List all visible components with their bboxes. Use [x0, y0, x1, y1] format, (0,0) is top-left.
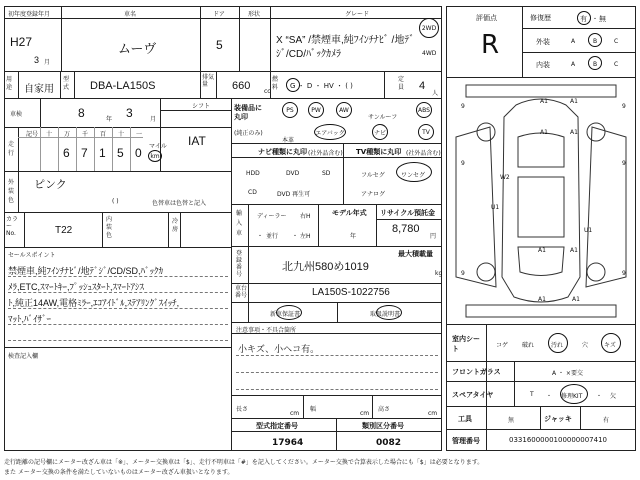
divider [58, 127, 59, 172]
car-diagram [446, 77, 636, 325]
recycle-unit: 円 [430, 233, 437, 240]
bracket-9-tl: 9 [461, 103, 465, 110]
height-label: 高さ [378, 406, 391, 413]
usage: 自家用 [24, 84, 54, 95]
eval-label: 評価点 [476, 14, 497, 22]
grade-text: X “SA” /禁煙車,純ﾌｲﾝﾁﾅﾋﾞ /地ﾃﾞｼﾞ/CD/ﾊﾞｯｸｶﾒﾗ [276, 35, 415, 60]
divider [60, 71, 61, 99]
divider [318, 204, 319, 247]
repair-no: 無 [599, 15, 606, 23]
diagram-label-a1-low-left: A1 [538, 247, 546, 254]
divider [344, 157, 441, 158]
tv-oneseg: ワンセグ [401, 172, 426, 179]
diagram-label-u1-right: U1 [584, 227, 593, 234]
interior-grade-c: C [614, 61, 619, 68]
displacement: 660 [232, 80, 251, 92]
reg-label: 登録番号 [236, 250, 243, 278]
spare-label: スペアタイヤ [452, 391, 494, 399]
sales-line-4: ﾏｯﾄ,ﾊﾞｲｻﾞｰ [8, 314, 52, 324]
footer-line-2: また メーター交換の条件を満たしていないものはメーター改ざん車扱いとなります。 [4, 469, 234, 476]
grade-label: グレード [345, 11, 370, 18]
equipment-option-label: PW [311, 106, 321, 114]
capacity-label: 定員 [398, 76, 405, 91]
tools-value: 無 [508, 417, 515, 424]
equipment-option-label: AW [339, 106, 349, 114]
model: DBA-LA150S [90, 80, 156, 92]
door-label: ドア [213, 11, 225, 18]
sales-label: セールスポイント [8, 252, 56, 259]
width-label: 幅 [310, 406, 317, 413]
first-reg-label: 初年度登録年月 [8, 11, 51, 18]
fuel-options: G ・ D ・ HV ・ ( ) [290, 82, 353, 90]
import-left: 左H [300, 233, 311, 240]
shape-2wd: 2WD [421, 24, 437, 32]
max-load-label: 最大積載量 [398, 250, 433, 258]
type-label: 型式指定番号 [256, 422, 298, 430]
bracket-9-ml: 9 [461, 160, 465, 167]
equipment-option [372, 124, 388, 140]
shape-cell [239, 18, 271, 72]
exterior-grade-a: A [571, 38, 576, 45]
glass-opts: A ・ ×要交 [552, 370, 583, 377]
inspection-month-unit: 月 [150, 116, 157, 123]
divider [24, 212, 25, 248]
equipment-sublabel: (純正のみ) [234, 130, 263, 137]
equipment-option-label: ABS [418, 106, 430, 114]
mile-label: マイル [149, 143, 167, 150]
divider [236, 372, 438, 373]
room-ana: 穴 [582, 342, 589, 349]
doors: 5 [216, 38, 223, 52]
usage-label: 用途 [6, 76, 13, 91]
footer-line-1: 走行距離の記号欄にメーター改ざん車は「※」、メーター交換車は「$」、走行不明車は「#」を記入してください。メーター交換で合算表示した場合にも「$」は必要となります。 [4, 459, 484, 466]
exterior-color: ピンク [34, 179, 67, 191]
chassis-label: 車台番号 [235, 285, 248, 299]
mileage-digit: 7 [81, 146, 88, 160]
equipment-option [282, 102, 298, 118]
cc-unit: cc [264, 88, 271, 95]
divider [514, 361, 515, 382]
eval-score: R [481, 30, 500, 60]
model-year-label: モデル年式 [332, 209, 367, 217]
divider [232, 157, 343, 158]
divider [337, 302, 338, 323]
interior-color-label: 内装色 [106, 216, 113, 239]
spare-dot-2: ・ [596, 393, 603, 400]
mileage-unit-label: 十 [46, 131, 53, 138]
divider [523, 28, 635, 29]
color-no-row [4, 212, 232, 248]
equipment-option-label: PS [286, 106, 294, 114]
navi-cd: CD [248, 189, 257, 196]
diagram-label-a1-bottom-right: A1 [572, 296, 580, 303]
notes-text: 小キズ、小ヘコ有。 [238, 344, 320, 354]
divider [112, 127, 113, 172]
divider [200, 71, 201, 99]
bracket-9-mr: 9 [622, 160, 626, 167]
equipment-option [336, 102, 352, 118]
equipment-option-label: ナビ [373, 129, 386, 137]
chassis: LA150S-1022756 [312, 287, 390, 298]
import-dealer: ディーラー [257, 213, 287, 220]
mileage-unit-label: 記号 [26, 131, 39, 138]
tv-analog: アナログ [361, 191, 386, 198]
divider [384, 71, 385, 99]
import-parallel: 並行 [266, 233, 279, 240]
import-dot-1: ・ [257, 233, 264, 240]
navi-sub: (社外品含む) [308, 150, 343, 157]
spare-missing: 欠 [610, 393, 617, 400]
height-unit: cm [428, 410, 438, 417]
model-label: 型式 [63, 76, 70, 91]
interior-grade-label: 内装 [536, 61, 550, 69]
color-no-label: カラーNo. [6, 216, 19, 237]
divider [168, 212, 169, 248]
cooler-label: 冷房 [172, 218, 179, 233]
recycle-value: 8,780 [392, 223, 420, 235]
sales-line-2: ﾒﾗ,ETC,ｽﾏｰﾄｷｰ,ﾌﾟｯｼｭｽﾀｰﾄ,ｽﾏｰﾄｱｼｽ [8, 282, 145, 292]
diagram-label-a1-mid-right: A1 [570, 129, 578, 136]
mgmt-label: 管理番号 [452, 437, 480, 445]
divider [236, 355, 438, 356]
divider [372, 395, 373, 419]
mileage-digit: 5 [117, 146, 124, 160]
divider [180, 212, 181, 248]
inspection-label: 車検 [10, 111, 23, 118]
spare-kit: 修理KIT [561, 393, 583, 400]
divider [94, 127, 95, 172]
repair-label: 修復歴 [530, 14, 551, 22]
width-unit: cm [360, 410, 370, 417]
color-no: T22 [55, 225, 73, 236]
capacity: 4 [419, 80, 426, 92]
divider [130, 127, 131, 172]
divider [8, 340, 228, 341]
dims-row [231, 395, 442, 419]
shape-label: 形状 [248, 11, 261, 18]
manual: 取扱説明書 [370, 311, 401, 318]
divider [216, 71, 217, 99]
divider [523, 52, 635, 53]
diagram-label-a1-top-right: A1 [570, 98, 578, 105]
repair-dot: ・ [592, 16, 599, 23]
bracket-9-bl: 9 [461, 270, 465, 277]
divider [514, 381, 515, 407]
diagram-label-w2: W2 [500, 174, 510, 181]
divider [40, 127, 41, 172]
mileage-digit: 6 [63, 146, 70, 160]
tv-label: TV種類に丸印 [356, 148, 402, 156]
room-label: 室内シート [452, 335, 480, 353]
km-circle [148, 150, 162, 162]
sales-line-1: 禁煙車,純ﾌｲﾝﾁﾅﾋﾞ/地ﾃﾞｼﾞ/CD/SD,ﾊﾞｯｸｶ [8, 266, 164, 276]
class-value: 0082 [376, 438, 402, 448]
jack-label: ジャッキ [544, 415, 572, 423]
mileage-unit-label: 十 [118, 131, 125, 138]
import-label: 輸入車 [236, 210, 243, 237]
room-kizu: キズ [604, 342, 616, 349]
divider [232, 333, 441, 334]
equipment-option-label: 本革 [282, 137, 295, 144]
car-name-label: 車名 [124, 11, 137, 18]
navi-dvd: DVD [286, 170, 300, 177]
equipment-option [308, 102, 324, 118]
spare-t: T [530, 391, 534, 398]
room-yogore: 汚れ [551, 342, 564, 349]
max-load-unit: kg [435, 270, 443, 277]
capacity-unit: 人 [432, 90, 439, 97]
diagram-label-a1-mid-left: A1 [540, 129, 548, 136]
navi-dvd-play: DVD 再生可 [277, 191, 311, 198]
recycle-label: リサイクル預託金 [380, 209, 436, 217]
mileage-digit: 0 [135, 146, 142, 160]
import-right: 右H [300, 213, 311, 220]
room-yabure: 破れ [522, 342, 535, 349]
divider [232, 431, 336, 432]
exterior-grade-label: 外装 [536, 38, 550, 46]
mileage-unit-label: 一 [136, 131, 143, 138]
divider [76, 127, 77, 172]
divider [337, 431, 441, 432]
reg-value: 北九州580め1019 [282, 261, 369, 273]
length-label: 長さ [236, 406, 249, 413]
divider [248, 204, 249, 247]
diagram-label-a1-low-right: A1 [570, 247, 578, 254]
shape-4wd: 4WD [422, 50, 437, 57]
class-label: 類別区分番号 [362, 422, 404, 430]
equipment-option [314, 124, 346, 140]
mileage-digit: 1 [99, 146, 106, 160]
bracket-9-tr: 9 [622, 103, 626, 110]
shift-label: シフト [192, 103, 211, 110]
fuel-label: 燃料 [272, 76, 279, 91]
mileage-unit-label: 百 [100, 131, 107, 138]
mgmt-value: 0331600000100000007410 [509, 436, 607, 444]
first-reg-era: H27 [10, 35, 33, 49]
spare-dot-1: ・ [546, 393, 553, 400]
divider [376, 204, 377, 247]
type-value: 17964 [272, 438, 304, 448]
glass-label: フロントガラス [452, 368, 501, 376]
navi-label: ナビ種類に丸印 [258, 148, 307, 156]
new-car-warranty: 新車保証書 [270, 311, 301, 318]
divider [376, 219, 442, 220]
interior-grade-b: B [593, 61, 598, 68]
bracket-9-br: 9 [622, 270, 626, 277]
navi-hdd: HDD [246, 170, 260, 177]
exterior-grade-b: B [593, 38, 598, 45]
divider [18, 127, 19, 172]
divider [102, 212, 103, 248]
equipment-option [416, 102, 432, 118]
equipment-option [368, 104, 397, 123]
displacement-label: 排気量 [202, 74, 215, 88]
exterior-paren: ( ) [112, 198, 119, 205]
notes-label: 注意事項・不具合箇所 [236, 327, 297, 334]
equipment-label: 装備品に丸印 [234, 104, 262, 121]
import-dot-2: ・ [292, 233, 299, 240]
mileage-unit-label: 千 [82, 131, 89, 138]
jack-value: 有 [603, 417, 610, 424]
diagram-label-u1-left: U1 [491, 204, 500, 211]
first-reg-month: 3 [34, 55, 40, 65]
shift: IAT [188, 134, 206, 148]
exterior-grade-c: C [614, 38, 619, 45]
inspection-year-unit: 年 [106, 116, 113, 123]
divider [580, 406, 581, 430]
exterior-label: 外装色 [8, 179, 15, 204]
repair-yes: 有 [580, 15, 587, 23]
length-unit: cm [290, 410, 300, 417]
mileage-unit-label: 万 [64, 131, 71, 138]
divider [522, 6, 523, 78]
diagram-label-a1-top-left: A1 [540, 98, 548, 105]
navi-sd: SD [322, 170, 331, 177]
km-label: km [150, 152, 160, 160]
month-unit: 月 [44, 59, 51, 66]
divider [270, 71, 271, 99]
sales-line-3: ﾄ,純正14AW,電格ﾐﾗｰ,ｴｺｱｲﾄﾞﾙ,ｽﾃｱﾘﾝｸﾞｽｲｯﾁ, [8, 298, 180, 308]
equipment-option-label: サンルーフ [368, 114, 398, 121]
model-year-unit: 年 [350, 233, 357, 240]
divider [40, 98, 41, 128]
tools-label: 工具 [458, 415, 472, 423]
divider [236, 389, 438, 390]
inspection-year: 8 [78, 106, 85, 120]
inspector-box [4, 347, 232, 451]
divider [18, 171, 19, 213]
divider [18, 71, 19, 99]
equipment-option-label: TV [422, 128, 430, 136]
equipment-option [418, 124, 434, 140]
room-koge: コゲ [496, 342, 509, 349]
tv-fullseg: フルセグ [361, 172, 385, 179]
tv-sub: (社外品含む) [406, 150, 441, 157]
inspection-month: 3 [126, 106, 133, 120]
equipment-option-label: エアバック [315, 129, 345, 137]
car-name: ムーヴ [118, 41, 157, 56]
exterior-note: 色替車は色替と記入 [152, 200, 207, 207]
diagram-label-a1-bottom-left: A1 [538, 296, 546, 303]
mileage-label: 走行 [8, 141, 15, 157]
inspector-label: 検査記入欄 [8, 353, 39, 360]
shape-2wd-circle [419, 18, 439, 38]
divider [540, 406, 541, 430]
interior-grade-a: A [571, 61, 576, 68]
divider [303, 395, 304, 419]
divider [74, 71, 75, 99]
